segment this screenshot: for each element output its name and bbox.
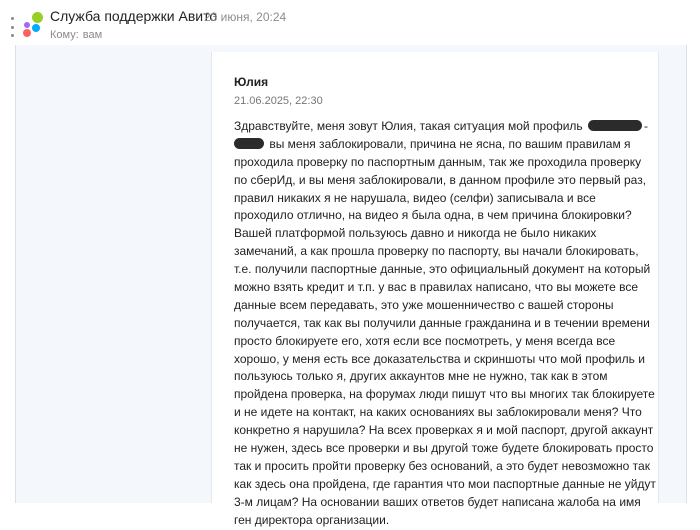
avito-logo-avatar bbox=[22, 12, 44, 38]
text-line: пользуюсь только я, других аккаунтов мне не нужно, так как в этом bbox=[234, 369, 608, 384]
text-line: Вашей платформой пользуюсь давно и никогда не было никаких bbox=[234, 226, 597, 241]
text-line: проходило отлично, на видео я была одна, в чем причина блокировки? bbox=[234, 208, 632, 223]
text-line: вы меня заблокировали, причина не ясна, по вашим правилам я bbox=[234, 136, 654, 154]
recipient-value: вам bbox=[82, 29, 103, 41]
quoted-date: 21.06.2025, 22:30 bbox=[234, 95, 323, 107]
text-line: Здравствуйте, меня зовут Юлия, такая ситуация мой профиль - bbox=[234, 119, 648, 133]
text-line: не нужен, здесь все проверки и вы другой тоже будете блокировать просто bbox=[234, 441, 654, 456]
text-line: данные всем передавать, это уже мошенничество с вашей стороны bbox=[234, 297, 614, 312]
redacted-scribble bbox=[234, 138, 264, 149]
text-line: замечаний, а как прошла проверку по паспорту, вы начали блокировать, bbox=[234, 244, 639, 259]
recipient-label: Кому: bbox=[50, 29, 79, 41]
text-line: проходила проверку по паспортным данным, так же проходила проверку bbox=[234, 154, 642, 169]
text-line: пройдена проверка, на форумах люди пишут что вы многих так блокируете bbox=[234, 387, 655, 402]
received-date: 23 июня, 20:24 bbox=[204, 10, 287, 24]
text-line: правил никаких я не нарушала, видео (селфи) записывала и все bbox=[234, 190, 596, 205]
text-line: ген директора организации. bbox=[234, 512, 390, 527]
text-line: и не идете на контакт, на каких основаниях вы заблокировали меня? Что bbox=[234, 405, 642, 420]
text-line: как здесь она пройдена, где гарантия что мои паспортные данные не уйдут bbox=[234, 476, 656, 491]
text-line: по сберИд, и вы меня заблокировали, в данном профиле это первый раз, bbox=[234, 172, 647, 187]
recipient-line bbox=[50, 29, 102, 41]
more-options-icon[interactable] bbox=[6, 17, 18, 37]
text-line: хорошо, у меня есть все доказательства и скриншоты что мой профиль и bbox=[234, 351, 645, 366]
sender-name[interactable]: Служба поддержки Авито bbox=[50, 8, 218, 24]
text-line: просто блокируете его, хотя если все посмотреть, у меня всегда все bbox=[234, 333, 616, 348]
quoted-message-text bbox=[234, 118, 654, 529]
text-line: т.е. получили паспортные данные, это официальный документ на который bbox=[234, 262, 651, 277]
quoted-author: Юлия bbox=[234, 75, 269, 89]
redacted-scribble bbox=[588, 120, 642, 131]
text-line: получается, так как вы получили данные гражданина и в течении времени bbox=[234, 315, 650, 330]
text-line: можно взять кредит и т.п. у вас в правилах написано, что вы можете все bbox=[234, 280, 639, 295]
text-line: так и просить пройти проверку без оснований, а это будет невозможно так bbox=[234, 458, 650, 473]
text-line: 3-м лицам? На основании ваших ответов будет написана жалоба на имя bbox=[234, 494, 641, 509]
text-line: конкретно я нарушила? На всех проверках я и мой паспорт, другой аккаунт bbox=[234, 423, 654, 438]
